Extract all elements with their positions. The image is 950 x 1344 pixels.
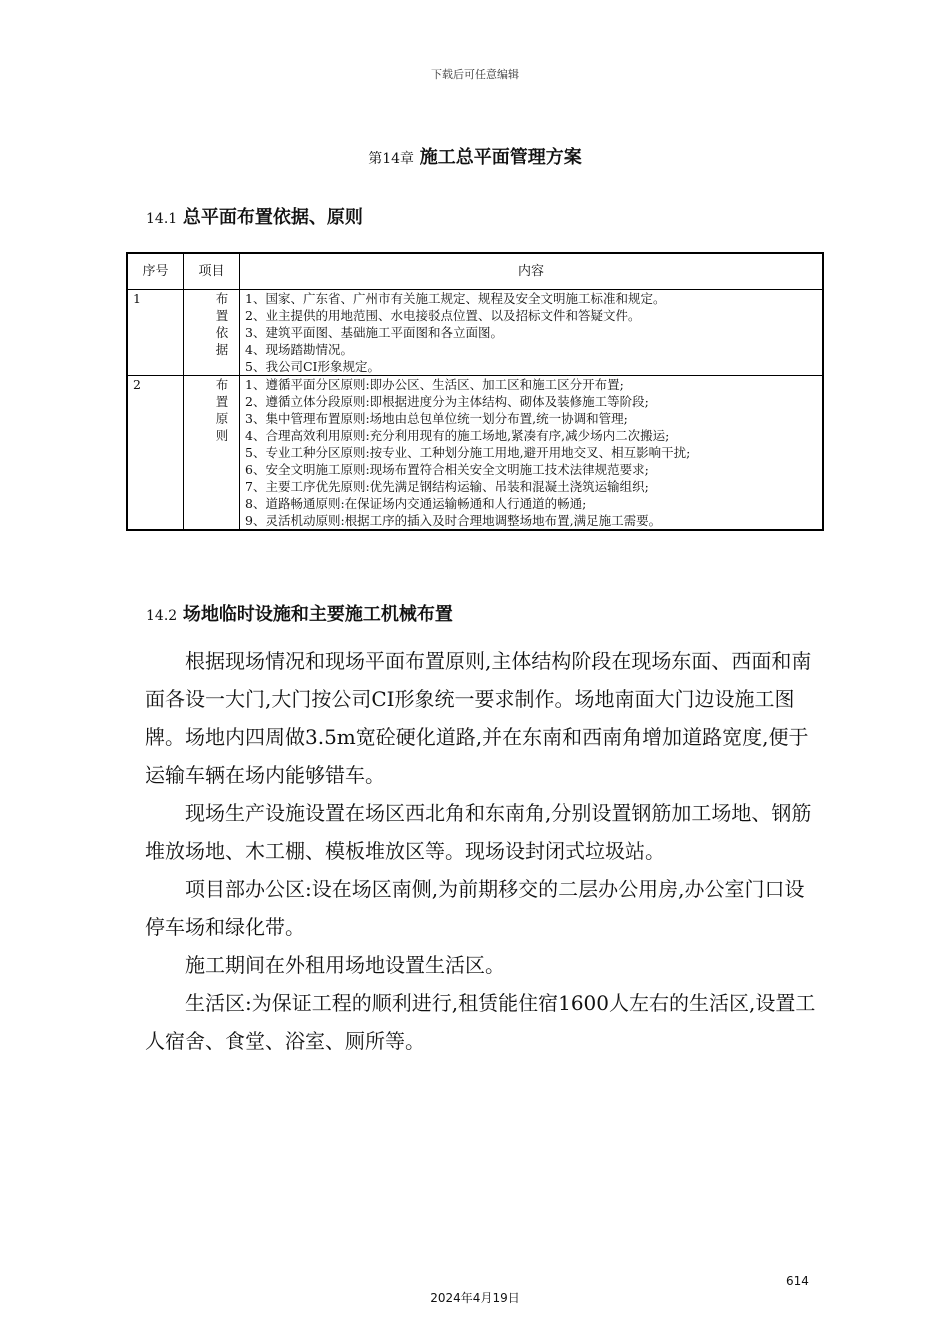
header-content: 内容 [240,253,824,290]
content-line: 8、道路畅通原则:在保证场内交通运输畅通和人行通道的畅通; [245,496,587,511]
chapter-number: 第14章 [368,151,415,167]
paragraph: 生活区:为保证工程的顺利进行,租赁能住宿1600人左右的生活区,设置工人宿舍、食堂、浴室、厕所等。 [145,991,816,1053]
section-number: 14.1 [146,211,178,227]
table-row [127,376,823,531]
paragraph: 现场生产设施设置在场区西北角和东南角,分别设置钢筋加工场地、钢筋堆放场地、木工棚、模板堆放区等。现场设封闭式垃圾站。 [145,801,812,863]
content-line: 6、安全文明施工原则:现场布置符合相关安全文明施工技术法律规范要求; [245,462,649,477]
content-line: 4、现场踏勘情况。 [245,342,353,357]
section-title: 场地临时设施和主要施工机械布置 [182,604,453,625]
header-note: 下载后可任意编辑 [431,68,519,81]
content-line: 7、主要工序优先原则:优先满足钢结构运输、吊装和混凝土浇筑运输组织; [245,479,649,494]
row-item-label: 布置原则 [215,377,229,443]
content-line: 5、我公司CI形象规定。 [245,359,380,374]
section-heading-14-2 [146,600,453,626]
paragraph: 施工期间在外租用场地设置生活区。 [185,953,505,977]
header-item: 项目 [184,253,240,290]
content-line: 9、灵活机动原则:根据工序的插入及时合理地调整场地布置,满足施工需要。 [245,513,662,528]
row-content [240,290,824,376]
table-header-row [127,253,823,290]
row-content [240,376,824,531]
section-heading-14-1 [146,203,363,229]
content-line: 5、专业工种分区原则:按专业、工种划分施工用地,避开用地交叉、相互影响干扰; [245,445,691,460]
table-row [127,290,823,376]
row-item [184,376,240,531]
content-line: 1、遵循平面分区原则:即办公区、生活区、加工区和施工区分开布置; [245,377,624,392]
content-line: 1、国家、广东省、广州市有关施工规定、规程及安全文明施工标准和规定。 [245,291,666,306]
body-text [145,642,817,1060]
row-item-label: 布置依据 [215,291,229,357]
footer-date: 2024年4月19日 [430,1291,520,1305]
content-line: 2、遵循立体分段原则:即根据进度分为主体结构、砌体及装修施工等阶段; [245,394,649,409]
chapter-heading [0,143,950,169]
row-no: 2 [127,376,184,531]
section-number: 14.2 [146,608,178,624]
row-no: 1 [127,290,184,376]
header-no: 序号 [127,253,184,290]
content-line: 4、合理高效利用原则:充分利用现有的施工场地,紧凑有序,减少场内二次搬运; [245,428,670,443]
page-number: 614 [786,1274,809,1288]
paragraph: 项目部办公区:设在场区南侧,为前期移交的二层办公用房,办公室门口设停车场和绿化带。 [145,877,805,939]
row-item [184,290,240,376]
layout-basis-table [126,252,824,531]
section-title: 总平面布置依据、原则 [182,207,363,228]
content-line: 2、业主提供的用地范围、水电接驳点位置、以及招标文件和答疑文件。 [245,308,641,323]
content-line: 3、集中管理布置原则:场地由总包单位统一划分布置,统一协调和管理; [245,411,628,426]
chapter-title: 施工总平面管理方案 [419,147,582,168]
paragraph: 根据现场情况和现场平面布置原则,主体结构阶段在现场东面、西面和南面各设一大门,大门按公司CI形象统一要求制作。场地南面大门边设施工图牌。场地内四周做3.5m宽砼硬化道路,并在东南和西南角增加道路宽度,便于运输车辆在场内能够错车。 [145,649,812,787]
content-line: 3、建筑平面图、基础施工平面图和各立面图。 [245,325,503,340]
